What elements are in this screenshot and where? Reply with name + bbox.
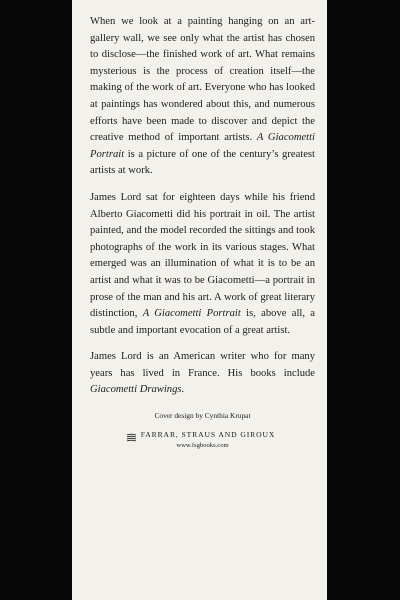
author-bio-paragraph [90,349,315,399]
text-run: is, above all, a subtle and important evocation of a great artist. [90,308,315,336]
book-title-italic: Giacometti Drawings [90,384,182,396]
publisher-row [86,430,315,440]
blurb-text [90,14,315,399]
blurb-paragraph-2 [90,190,315,339]
text-run: James Lord is an American writer who for many years has lived in France. His books include [90,351,315,379]
publisher-website: www.fsgbooks.com [176,442,229,450]
book-title-italic: A Giacometti Portrait [142,308,241,320]
text-run: When we look at a painting hanging on an art-gallery wall, we see only what the artist has chosen to disclose—the finished work of art. What remains mysterious is the process of creation itself—the making of the work of art. Everyone who has looked at paintings has wondered about this, and numerous efforts have been made to discover and depict the creative method of important artists. [90,16,315,144]
back-cover-page [72,0,327,600]
fsg-fish-logo-icon [126,430,137,440]
blurb-paragraph-1 [90,14,315,180]
cover-design-credit: Cover design by Cynthia Krupat [154,411,251,421]
book-title-italic: A Giacometti Portrait [90,132,316,160]
text-run: is a picture of one of the century’s greatest artists at work. [90,148,315,177]
text-run: . [181,384,185,396]
cover-credits [90,411,315,450]
text-run: James Lord sat for eighteen days while his friend Alberto Giacometti did his portrait in oil. The artist painted, and the model recorded the sittings and took photographs of the work in its various stages. What emerged was an illumination of what it is to be an artist and what it was to be Giacometti—a portrait in prose of the man and his art. A work of great literary distinction, [90,191,315,320]
publisher-name: FARRAR, STRAUS AND GIROUX [140,430,276,440]
